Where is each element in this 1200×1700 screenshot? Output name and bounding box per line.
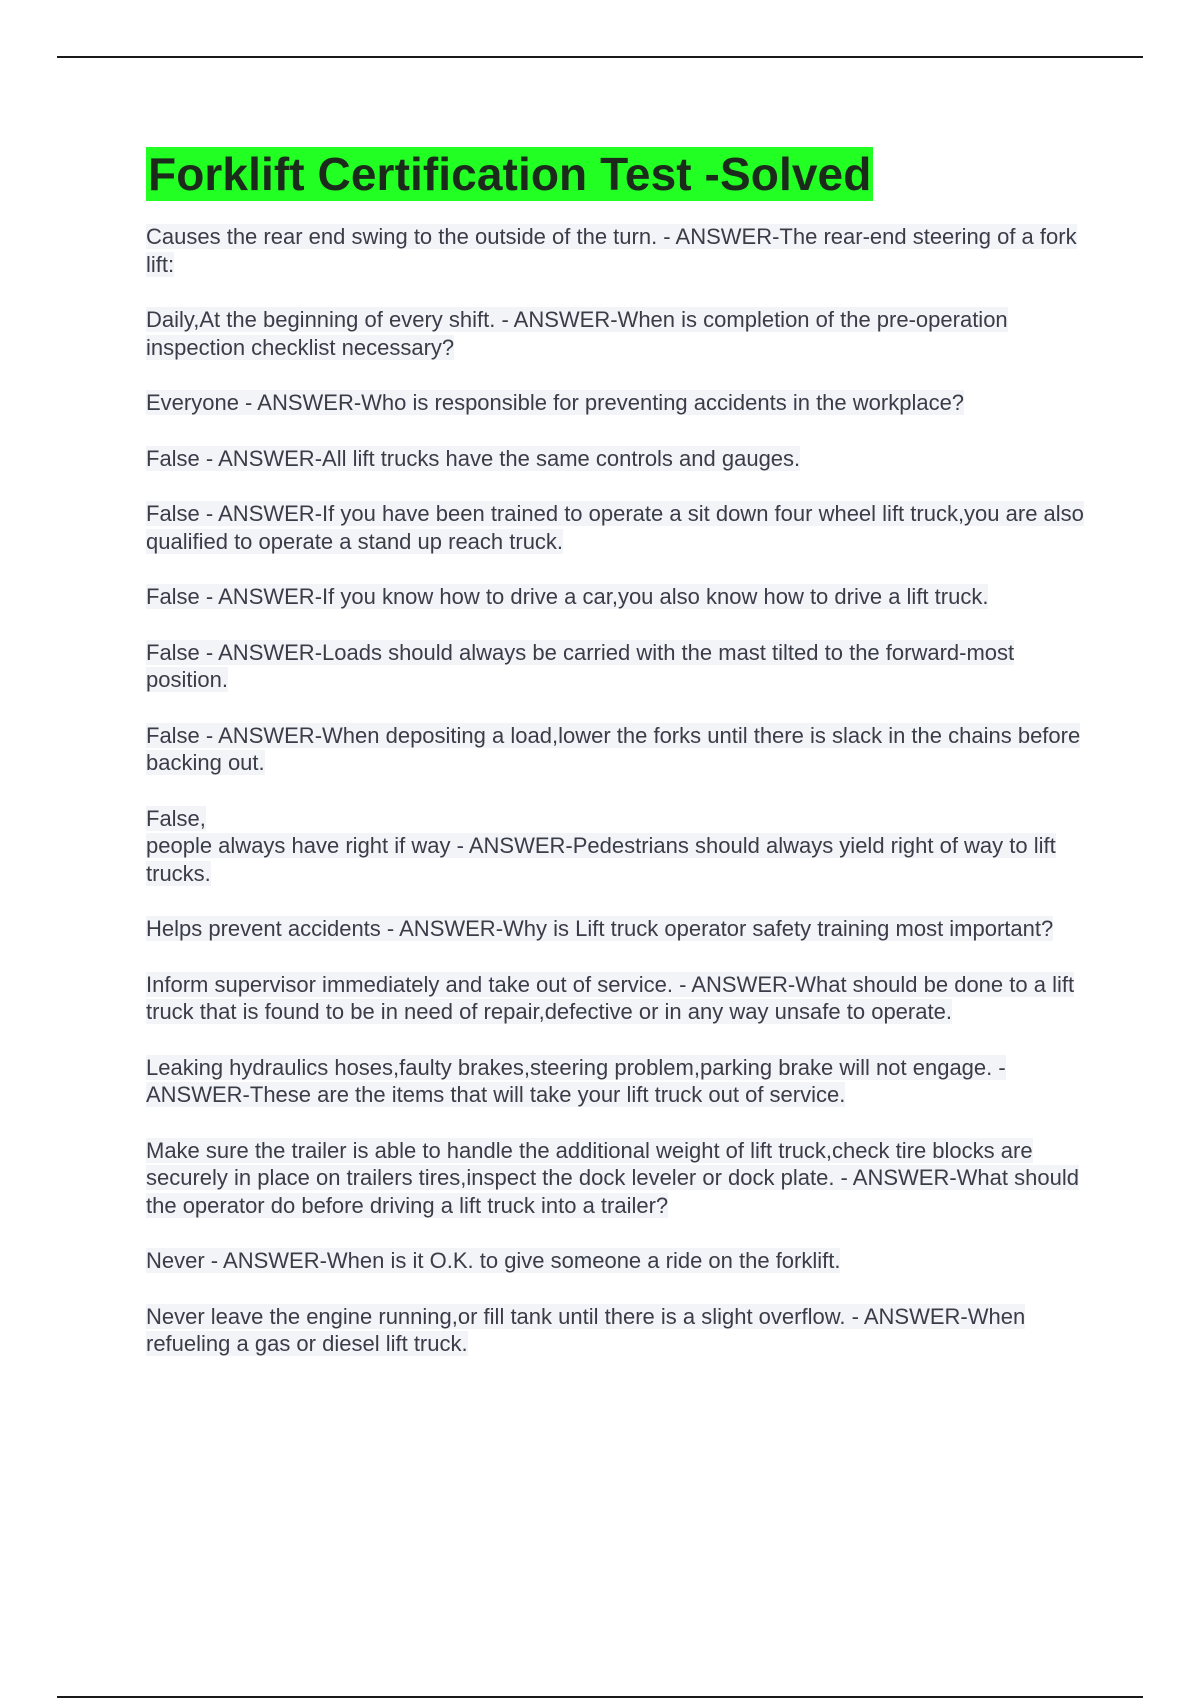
qa-item: Leaking hydraulics hoses,faulty brakes,steering problem,parking brake will not engage. - ANSWER-These are the items that will take your lift truck out of service. [146, 1054, 1006, 1107]
qa-list [146, 223, 1086, 1358]
qa-item: Causes the rear end swing to the outside of the turn. - ANSWER-The rear-end steering of a fork lift: [146, 224, 1077, 277]
page-title: Forklift Certification Test -Solved [148, 148, 872, 200]
qa-item: Everyone - ANSWER-Who is responsible for preventing accidents in the workplace? [146, 390, 965, 415]
document-body [146, 147, 1086, 1386]
qa-item: False - ANSWER-Loads should always be carried with the mast tilted to the forward-most position. [146, 639, 1015, 692]
qa-item: False - ANSWER-If you have been trained to operate a sit down four wheel lift truck,you are also qualified to operate a stand up reach truck. [146, 501, 1084, 554]
qa-item: False - ANSWER-When depositing a load,lower the forks until there is slack in the chains before backing out. [146, 722, 1081, 775]
qa-item: False - ANSWER-If you know how to drive a car,you also know how to drive a lift truck. [146, 584, 989, 609]
qa-item: Daily,At the beginning of every shift. - ANSWER-When is completion of the pre-operation inspection checklist necessary? [146, 307, 1008, 360]
qa-item: Make sure the trailer is able to handle the additional weight of lift truck,check tire blocks are securely in place on trailers tires,inspect the dock leveler or dock plate. - ANSWER-What should the operator do before driving a lift truck into a trailer? [146, 1137, 1079, 1218]
qa-item: False - ANSWER-All lift trucks have the same controls and gauges. [146, 445, 801, 471]
qa-item: Never - ANSWER-When is it O.K. to give someone a ride on the forklift. [146, 1248, 841, 1273]
qa-item: Inform supervisor immediately and take out of service. - ANSWER-What should be done to a lift truck that is found to be in need of repair,defective or in any way unsafe to operate. [146, 971, 1075, 1024]
top-rule [57, 56, 1143, 58]
qa-item: Never leave the engine running,or fill tank until there is a slight overflow. - ANSWER-When refueling a gas or diesel lift truck. [146, 1303, 1026, 1356]
qa-item: False, people always have right if way - ANSWER-Pedestrians should always yield right of way to lift trucks. [146, 805, 1056, 886]
bottom-rule [57, 1696, 1143, 1698]
qa-item: Helps prevent accidents - ANSWER-Why is Lift truck operator safety training most important? [146, 916, 1054, 941]
